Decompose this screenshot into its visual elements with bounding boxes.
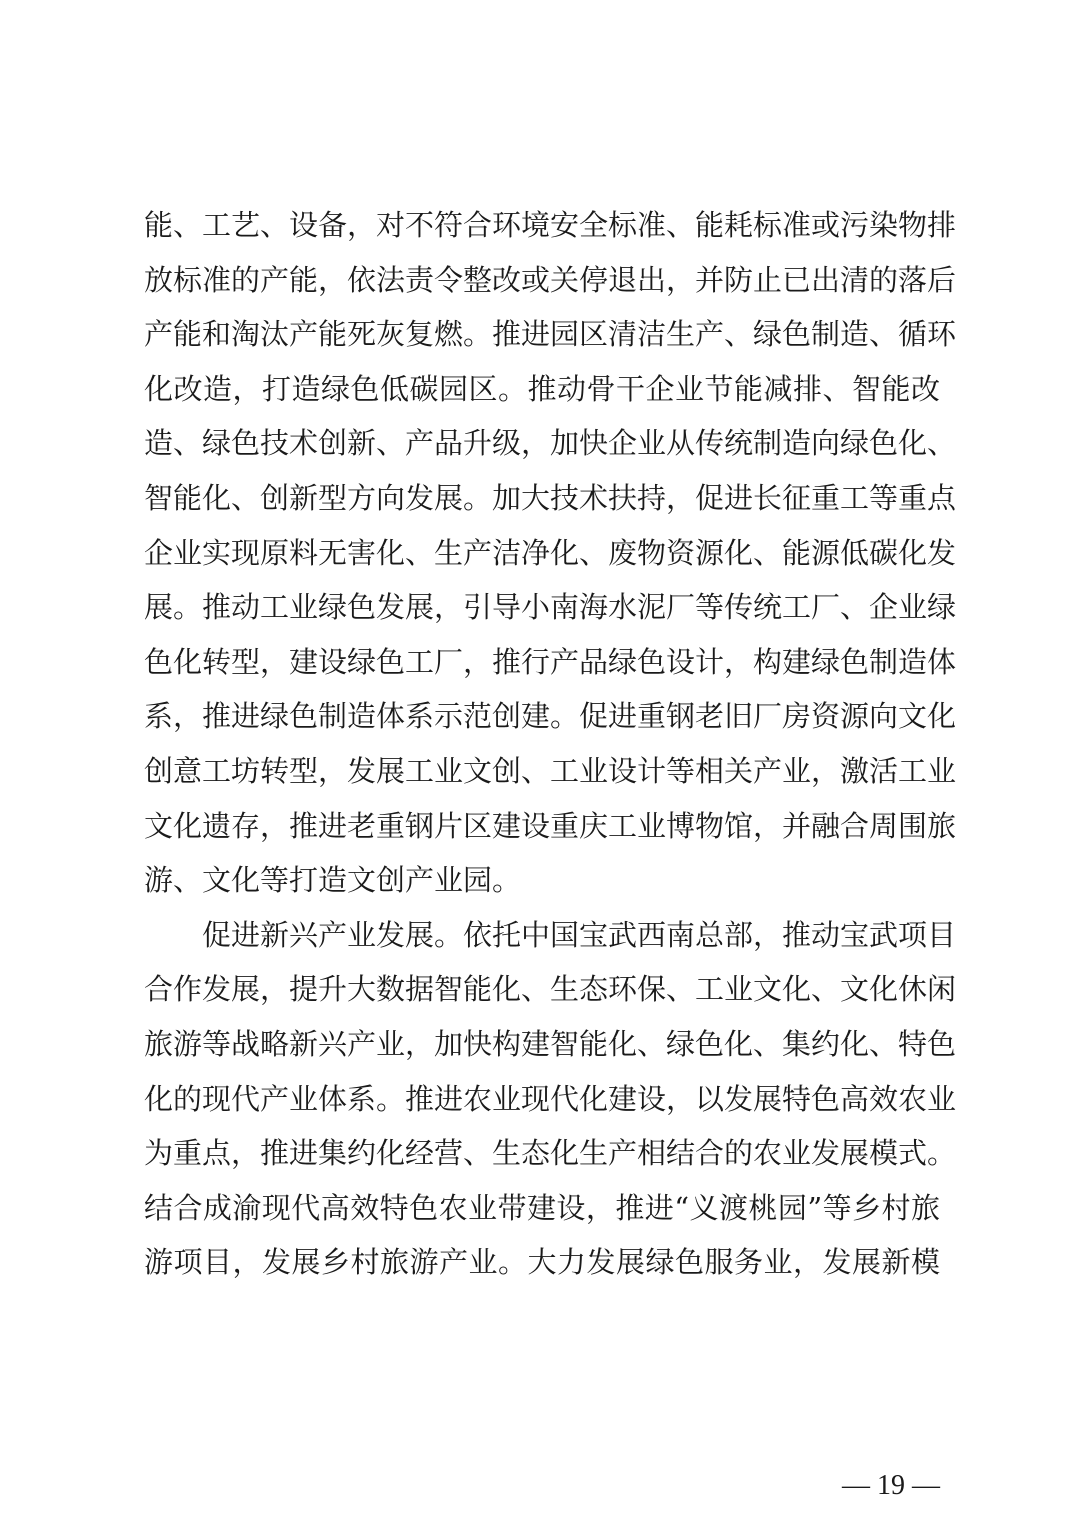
text-line: 系，推进绿色制造体系示范创建。促进重钢老旧厂房资源向文化 [144, 699, 957, 734]
text-line: 企业实现原料无害化、生产洁净化、废物资源化、能源低碳化发 [144, 535, 957, 570]
text-line: 合作发展，提升大数据智能化、生态环保、工业文化、文化休闲 [144, 972, 957, 1007]
text-line: 造、绿色技术创新、产品升级，加快企业从传统制造向绿色化、 [144, 426, 957, 461]
text-line: 化改造，打造绿色低碳园区。推动骨干企业节能减排、智能改 [144, 371, 940, 406]
text-line: 文化遗存，推进老重钢片区建设重庆工业博物馆，并融合周围旅 [144, 808, 957, 843]
page-number: — 19 — [842, 1470, 940, 1501]
text-line: 游、文化等打造文创产业园。 [144, 863, 522, 898]
text-line: 创意工坊转型，发展工业文创、工业设计等相关产业，激活工业 [144, 753, 957, 788]
text-line: 放标准的产能，依法责令整改或关停退出，并防止已出清的落后 [144, 262, 957, 297]
text-line: 智能化、创新型方向发展。加大技术扶持，促进长征重工等重点 [144, 480, 957, 515]
text-line: 产能和淘汰产能死灰复燃。推进园区清洁生产、绿色制造、循环 [144, 317, 957, 352]
body-text [144, 198, 957, 1290]
text-line: 展。推动工业绿色发展，引导小南海水泥厂等传统工厂、企业绿 [144, 590, 957, 625]
text-line: 化的现代产业体系。推进农业现代化建设，以发展特色高效农业 [144, 1081, 957, 1116]
text-line: 色化转型，建设绿色工厂，推行产品绿色设计，构建绿色制造体 [144, 644, 957, 679]
paragraph-first-line: 促进新兴产业发展。依托中国宝武西南总部，推动宝武项目 [202, 917, 957, 952]
text-line: 能、工艺、设备，对不符合环境安全标准、能耗标准或污染物排 [144, 208, 957, 242]
text-line: 为重点，推进集约化经营、生态化生产相结合的农业发展模式。 [144, 1136, 957, 1171]
text-line: 游项目，发展乡村旅游产业。大力发展绿色服务业，发展新模 [144, 1245, 940, 1280]
text-line: 结合成渝现代高效特色农业带建设，推进“义渡桃园”等乡村旅 [144, 1190, 940, 1225]
text-line: 旅游等战略新兴产业，加快构建智能化、绿色化、集约化、特色 [144, 1026, 957, 1061]
